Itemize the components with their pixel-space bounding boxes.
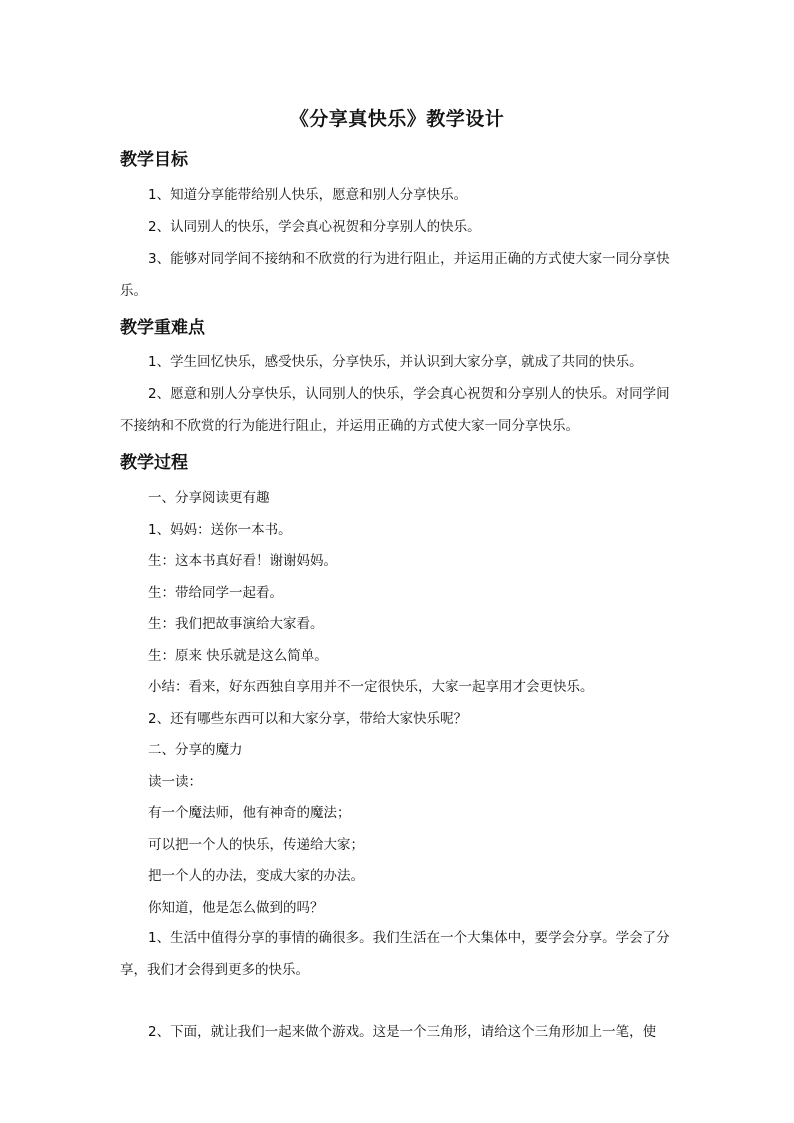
process-line: 你知道，他是怎么做到的吗？ bbox=[148, 900, 324, 916]
goal-item-1: 1、知道分享能带给别人快乐，愿意和别人分享快乐。 bbox=[148, 187, 468, 203]
document-title: 《分享真快乐》教学设计 bbox=[289, 108, 505, 130]
goal-item-2: 2、认同别人的快乐，学会真心祝贺和分享别人的快乐。 bbox=[148, 219, 481, 235]
process-paragraph-1: 1、生活中值得分享的事情的确很多。我们生活在一个大集体中，要学会分享。学会了分享，我们才会得到更多的快乐。 bbox=[120, 930, 670, 978]
section-heading-goals: 教学目标 bbox=[120, 150, 188, 170]
process-line: 生：带给同学一起看。 bbox=[148, 585, 283, 601]
process-line: 可以把一个人的快乐，传递给大家； bbox=[148, 837, 364, 853]
process-line: 生：我们把故事演给大家看。 bbox=[148, 616, 324, 632]
goal-item-3: 3、能够对同学间不接纳和不欣赏的行为进行阻止，并运用正确的方式使大家一同分享快乐。 bbox=[120, 251, 670, 299]
key-point-item-1: 1、学生回忆快乐，感受快乐，分享快乐，并认识到大家分享，就成了共同的快乐。 bbox=[148, 354, 643, 370]
key-point-item-2: 2、愿意和别人分享快乐，认同别人的快乐，学会真心祝贺和分享别人的快乐。对同学间不接纳和不欣赏的行为能进行阻止，并运用正确的方式使大家一同分享快乐。 bbox=[120, 386, 670, 434]
section-heading-process: 教学过程 bbox=[120, 453, 188, 473]
process-line: 二、分享的魔力 bbox=[148, 742, 243, 758]
process-line: 有一个魔法师，他有神奇的魔法； bbox=[148, 805, 351, 821]
process-line: 把一个人的办法，变成大家的办法。 bbox=[148, 868, 364, 884]
process-line: 2、还有哪些东西可以和大家分享，带给大家快乐呢？ bbox=[148, 711, 468, 727]
process-line: 读一读： bbox=[148, 774, 202, 790]
process-line: 小结：看来，好东西独自享用并不一定很快乐，大家一起享用才会更快乐。 bbox=[148, 679, 594, 695]
process-line: 1、妈妈：送你一本书。 bbox=[148, 522, 292, 538]
process-paragraph-2: 2、下面，就让我们一起来做个游戏。这是一个三角形，请给这个三角形加上一笔，使 bbox=[148, 1024, 657, 1040]
process-line: 生：原来 快乐就是这么简单。 bbox=[148, 648, 328, 664]
process-line: 一、分享阅读更有趣 bbox=[148, 490, 270, 506]
process-line: 生：这本书真好看！谢谢妈妈。 bbox=[148, 553, 337, 569]
section-heading-key-points: 教学重难点 bbox=[120, 318, 205, 338]
